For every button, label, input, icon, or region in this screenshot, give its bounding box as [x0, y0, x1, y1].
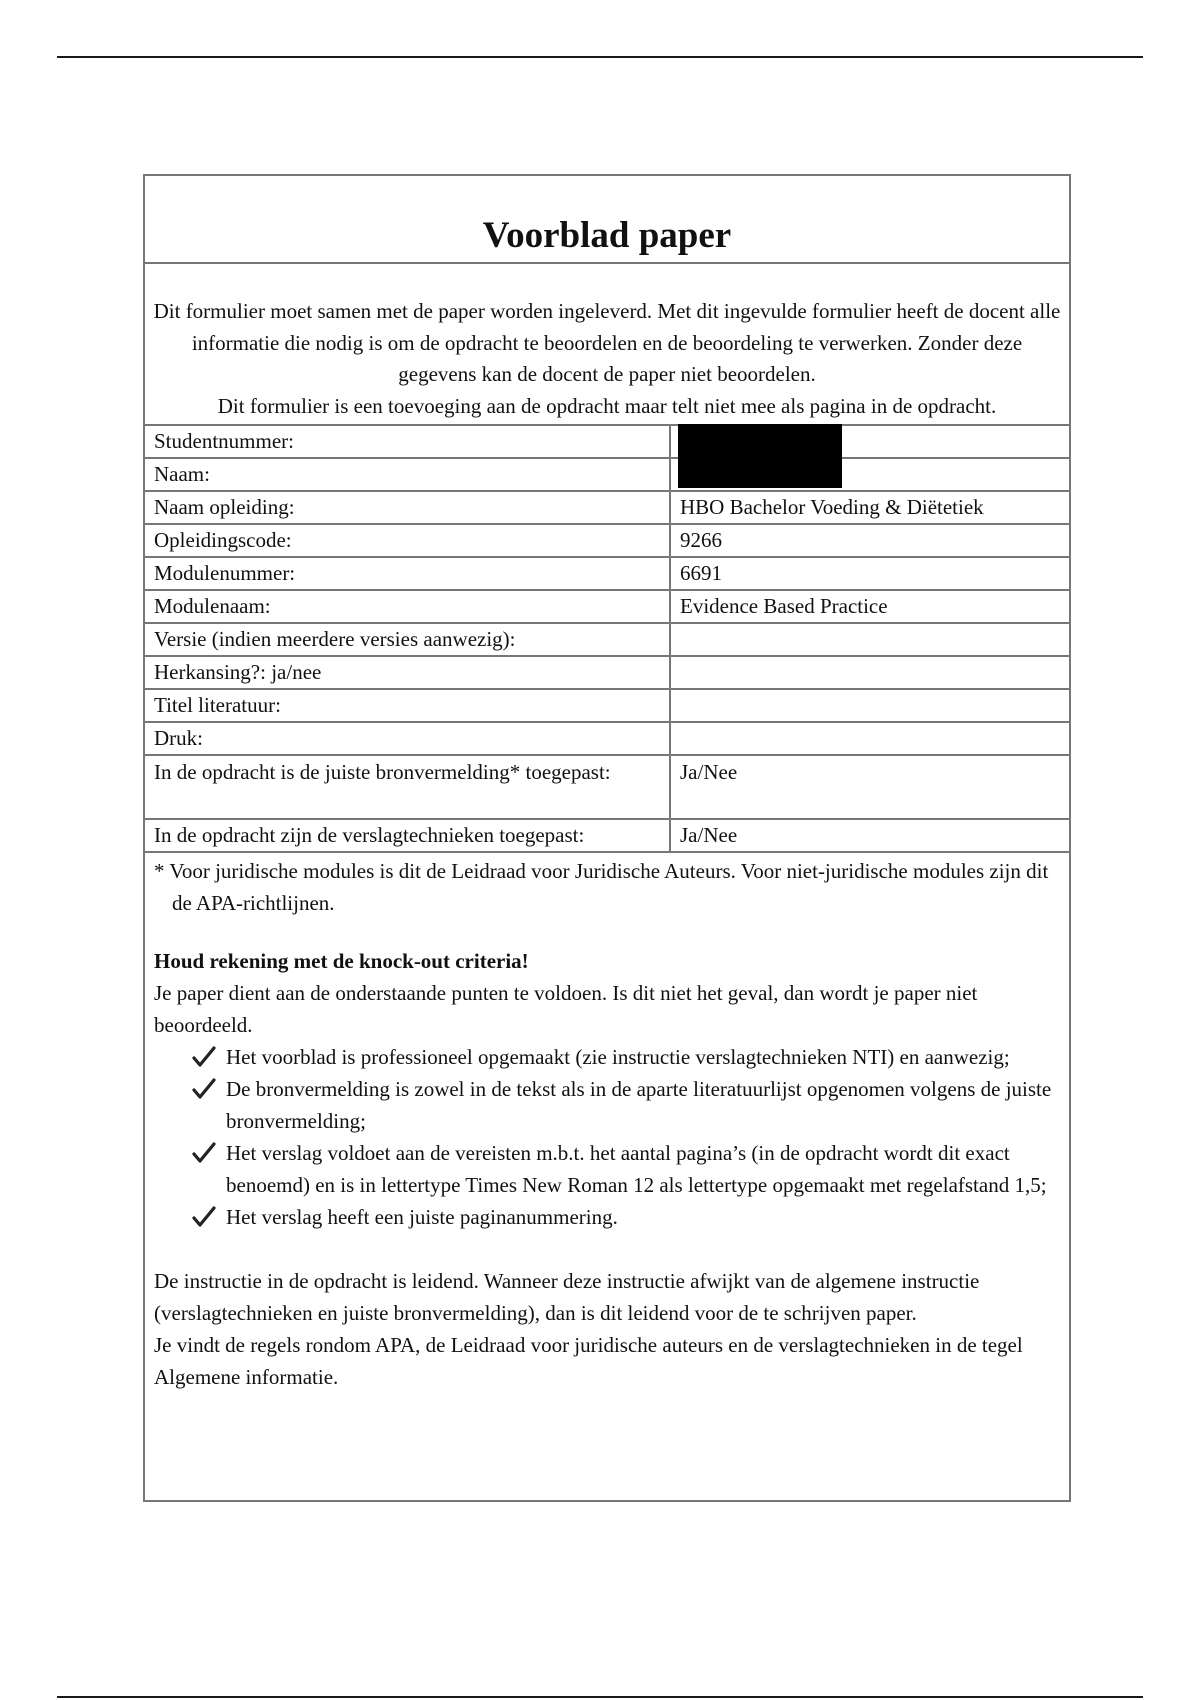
field-label: In de opdracht zijn de verslagtechnieken toegepast: — [145, 819, 670, 852]
intro-text — [145, 264, 1069, 424]
field-value — [670, 689, 1069, 722]
check-icon — [192, 1141, 216, 1165]
field-value: Evidence Based Practice — [670, 590, 1069, 623]
field-label: Opleidingscode: — [145, 524, 670, 557]
footnote: * Voor juridische modules is dit de Leidraad voor Juridische Auteurs. Voor niet-juridische modules zijn dit de APA-richtlijnen. — [154, 859, 1049, 915]
header-rule — [57, 56, 1143, 58]
field-value — [670, 623, 1069, 656]
table-row — [145, 722, 1069, 755]
field-label: Naam opleiding: — [145, 491, 670, 524]
list-item-text: De bronvermelding is zowel in de tekst als in de aparte literatuurlijst opgenomen volgens de juiste bronvermelding; — [226, 1077, 1052, 1133]
title-box — [145, 176, 1069, 264]
page-title: Voorblad paper — [482, 215, 732, 256]
footer-rule — [57, 1696, 1143, 1698]
field-label: Druk: — [145, 722, 670, 755]
table-row — [145, 491, 1069, 524]
knockout-intro: Je paper dient aan de onderstaande punten te voldoen. Is dit niet het geval, dan wordt je paper niet beoordeeld. — [154, 981, 978, 1037]
field-label: Herkansing?: ja/nee — [145, 656, 670, 689]
intro-paragraph: Dit formulier moet samen met de paper worden ingeleverd. Met dit ingevulde formulier heeft de docent alle informatie die nodig is om de opdracht te beoordelen en de beoordeling te verwerken. Zonder deze gegevens kan de docent de paper niet beoordelen. — [153, 299, 1061, 386]
list-item — [192, 1041, 1060, 1073]
list-item — [192, 1137, 1060, 1201]
fields-table — [145, 424, 1069, 853]
check-icon — [192, 1205, 216, 1229]
intro-paragraph: Dit formulier is een toevoeging aan de opdracht maar telt niet mee als pagina in de opdracht. — [217, 393, 997, 418]
list-item-text: Het voorblad is professioneel opgemaakt (zie instructie verslagtechnieken NTI) en aanwezig; — [226, 1045, 1010, 1069]
table-row — [145, 755, 1069, 819]
field-label: Modulenummer: — [145, 557, 670, 590]
list-item — [192, 1073, 1060, 1137]
field-label: Studentnummer: — [145, 425, 670, 458]
table-row — [145, 656, 1069, 689]
table-row — [145, 623, 1069, 656]
list-item-text: Het verslag voldoet aan de vereisten m.b.t. het aantal pagina’s (in de opdracht wordt dit exact benoemd) en is in lettertype Times New Roman 12 als lettertype opgemaakt met regelafstand 1,5; — [226, 1141, 1047, 1197]
field-label: Versie (indien meerdere versies aanwezig): — [145, 623, 670, 656]
table-row — [145, 557, 1069, 590]
table-row — [145, 458, 1069, 491]
field-label: Naam: — [145, 458, 670, 491]
table-row — [145, 524, 1069, 557]
field-value: HBO Bachelor Voeding & Diëtetiek — [670, 491, 1069, 524]
table-row — [145, 819, 1069, 852]
cover-sheet-form — [143, 174, 1071, 1502]
list-item — [192, 1201, 1060, 1233]
field-value — [670, 656, 1069, 689]
table-row — [145, 689, 1069, 722]
table-row — [145, 425, 1069, 458]
field-value: 6691 — [670, 557, 1069, 590]
knockout-heading: Houd rekening met de knock-out criteria! — [154, 949, 529, 973]
field-value — [670, 722, 1069, 755]
field-label: In de opdracht is de juiste bronvermelding* toegepast: — [145, 755, 670, 819]
closing-paragraph: De instructie in de opdracht is leidend. Wanneer deze instructie afwijkt van de algemene instructie (verslagtechnieken en juiste bronvermelding), dan is dit leidend voor de te schrijven paper. — [154, 1269, 980, 1325]
field-value: Ja/Nee — [670, 755, 1069, 819]
table-row — [145, 590, 1069, 623]
field-value: Ja/Nee — [670, 819, 1069, 852]
field-label: Modulenaam: — [145, 590, 670, 623]
knockout-list — [154, 1041, 1060, 1233]
field-label: Titel literatuur: — [145, 689, 670, 722]
closing-paragraph: Je vindt de regels rondom APA, de Leidraad voor juridische auteurs en de verslagtechnieken in de tegel Algemene informatie. — [154, 1333, 1023, 1389]
list-item-text: Het verslag heeft een juiste paginanummering. — [226, 1205, 618, 1229]
instructions-section — [145, 853, 1069, 1393]
check-icon — [192, 1045, 216, 1069]
field-value: 9266 — [670, 524, 1069, 557]
check-icon — [192, 1077, 216, 1101]
redaction-block — [678, 424, 842, 488]
